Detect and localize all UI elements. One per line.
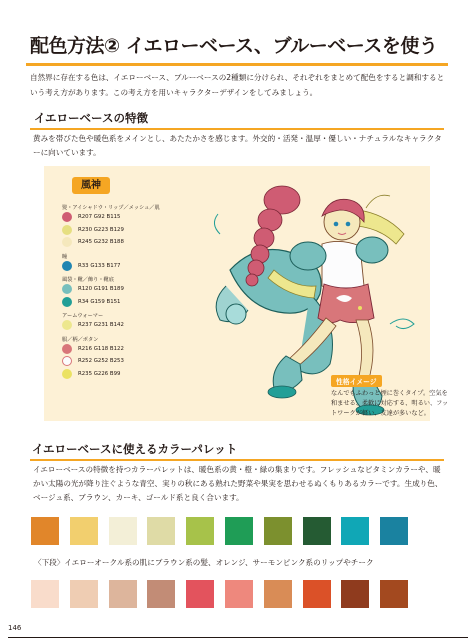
- swatch-rgb-value: R245 G232 B188: [78, 239, 124, 246]
- palette-swatch: [186, 517, 214, 545]
- palette-swatch: [147, 580, 175, 608]
- footer-rule: [8, 637, 468, 638]
- swatch-row: [62, 236, 182, 249]
- palette-swatch: [264, 580, 292, 608]
- palette-swatch: [380, 580, 408, 608]
- color-swatch: [62, 344, 72, 354]
- color-swatch: [62, 237, 72, 247]
- color-swatch: [62, 261, 72, 271]
- swatch-rgb-value: R235 G226 B99: [78, 370, 121, 377]
- swatch-row: [62, 283, 182, 296]
- color-swatch: [62, 225, 72, 235]
- palette-row-top: [31, 517, 408, 545]
- personality-tag: 性格イメージ: [331, 375, 382, 387]
- palette-swatch: [31, 580, 59, 608]
- section-heading-yellow-base: イエローベースの特徴: [34, 111, 148, 125]
- swatch-rgb-value: R237 G231 B142: [78, 322, 124, 329]
- swatch-group-label: 服／柄／ボタン: [62, 336, 99, 343]
- palette-swatch: [380, 517, 408, 545]
- swatch-row: [62, 343, 182, 356]
- section-heading-palette: イエローベースに使えるカラーパレット: [32, 442, 238, 456]
- character-name-badge: 風神: [72, 177, 110, 194]
- color-swatch: [62, 297, 72, 307]
- swatch-group-label: アームウォーマー: [62, 313, 104, 319]
- section2-text: イエローベースの特徴を持つカラーパレットは、暖色系の黄・橙・緑の集まりです。フレッシュなビタミンカラーや、暖かい太陽の光が降り注ぐような青空、実りの秋にある熟れた野菜や果実を思わせるぬくもりあるカラーです。生成り色、ベージュ系、ブラウン、カーキ、ゴールド系と良く合います。: [33, 465, 443, 502]
- palette-swatch: [70, 517, 98, 545]
- palette-swatch: [225, 580, 253, 608]
- swatch-row: [62, 319, 182, 332]
- swatch-row: [62, 224, 182, 237]
- swatch-rgb-value: R34 G159 B151: [78, 298, 121, 305]
- swatch-row: [62, 296, 182, 309]
- intro-paragraph: 自然界に存在する色は、イエローベース、ブルーベースの2種類に分けられ、それぞれをまとめて配色をすると調和するという考え方があります。この考え方を用いキャラクターデザインをしてみましょう。: [30, 73, 445, 97]
- title-bar: [26, 25, 448, 65]
- palette-swatch: [303, 517, 331, 545]
- palette-swatch: [31, 517, 59, 545]
- page-title: 配色方法② イエローベース、ブルーベースを使う: [30, 35, 438, 57]
- swatch-group-label: 風袋・靴／飾り・靴底: [62, 277, 114, 283]
- personality-text: なんでもふわっと煙に巻くタイプ。空気を和ませる、柔軟に対応する、明るい、フットワークが軽い、友達が多いなど。: [331, 390, 449, 417]
- swatch-group-label: 髪・アイシャドウ・リップ／メッシュ／肌: [62, 205, 160, 211]
- palette-swatch: [341, 580, 369, 608]
- palette-swatch: [186, 580, 214, 608]
- color-swatch-list: [62, 200, 182, 380]
- swatch-rgb-value: R207 G92 B115: [78, 214, 121, 221]
- personality-note: [331, 369, 449, 419]
- swatch-row: [62, 355, 182, 368]
- color-swatch: [62, 356, 72, 366]
- swatch-rgb-value: R33 G133 B177: [78, 262, 121, 269]
- palette-swatch: [225, 517, 253, 545]
- color-swatch: [62, 212, 72, 222]
- page-number: 146: [8, 624, 22, 632]
- swatch-row: [62, 211, 182, 224]
- swatch-rgb-value: R252 G252 B253: [78, 358, 124, 365]
- color-swatch: [62, 320, 72, 330]
- section-rule: [30, 128, 444, 130]
- swatch-row: [62, 368, 182, 381]
- section1-text: 黄みを帯びた色や暖色系をメインとし、あたたかさを感じます。外交的・活発・温厚・優しい・ナチュラルなキャラクターに向いています。: [33, 134, 442, 157]
- swatch-group-label: 瞳: [62, 253, 68, 260]
- swatch-rgb-value: R216 G118 B122: [78, 345, 124, 352]
- swatch-rgb-value: R120 G191 B189: [78, 286, 124, 293]
- palette-row-bottom: [31, 580, 408, 608]
- palette-swatch: [147, 517, 175, 545]
- palette-swatch: [303, 580, 331, 608]
- palette-swatch: [109, 580, 137, 608]
- palette-swatch: [70, 580, 98, 608]
- section-rule: [30, 459, 444, 461]
- palette-caption-bottom: 〈下段〉イエローオークル系の肌にブラウン系の髪、オレンジ、サーモンピンク系のリップやチーク: [34, 558, 374, 567]
- palette-swatch: [109, 517, 137, 545]
- color-swatch: [62, 369, 72, 379]
- palette-swatch: [341, 517, 369, 545]
- swatch-row: [62, 260, 182, 273]
- palette-swatch: [264, 517, 292, 545]
- title-underline: [26, 63, 448, 66]
- swatch-rgb-value: R230 G223 B129: [78, 226, 124, 233]
- color-swatch: [62, 284, 72, 294]
